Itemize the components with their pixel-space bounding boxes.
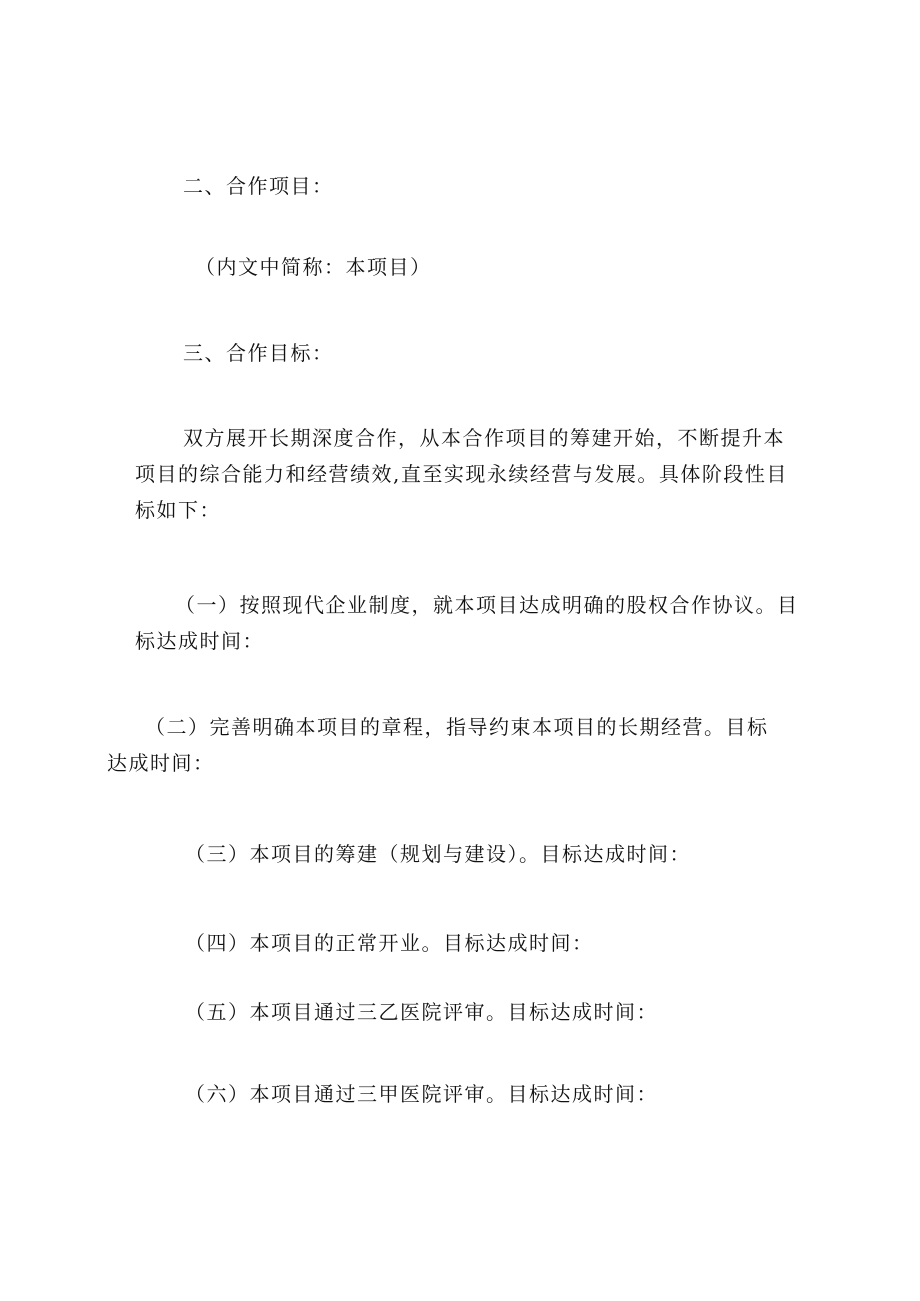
section-3-intro-paragraph — [135, 420, 788, 528]
goal-1-line-2: 标达成时间： — [135, 629, 264, 653]
goal-2-line-2: 达成时间： — [107, 751, 215, 775]
intro-line-1: 双方展开长期深度合作，从本合作项目的筹建开始，不断提升本 — [183, 426, 785, 450]
goal-6: （六）本项目通过三甲医院评审。目标达成时间： — [185, 1082, 658, 1106]
goal-3: （三）本项目的筹建（规划与建设）。目标达成时间： — [185, 842, 691, 866]
goal-5: （五）本项目通过三乙医院评审。目标达成时间： — [185, 1000, 658, 1024]
goal-1-paragraph — [135, 587, 799, 659]
goal-1-line-1: （一）按照现代企业制度，就本项目达成明确的股权合作协议。目 — [175, 593, 799, 617]
project-short-name-note: （内文中简称：本项目） — [195, 255, 432, 279]
section-3-heading: 三、合作目标： — [183, 341, 334, 365]
goal-2-paragraph — [107, 709, 769, 781]
goal-4: （四）本项目的正常开业。目标达成时间： — [185, 931, 594, 955]
section-2-heading: 二、合作项目： — [183, 174, 334, 198]
goal-2-line-1: （二）完善明确本项目的章程，指导约束本项目的长期经营。目标 — [145, 715, 769, 739]
intro-line-3: 标如下： — [135, 498, 221, 522]
intro-line-2: 项目的综合能力和经营绩效,直至实现永续经营与发展。具体阶段性目 — [135, 462, 788, 486]
